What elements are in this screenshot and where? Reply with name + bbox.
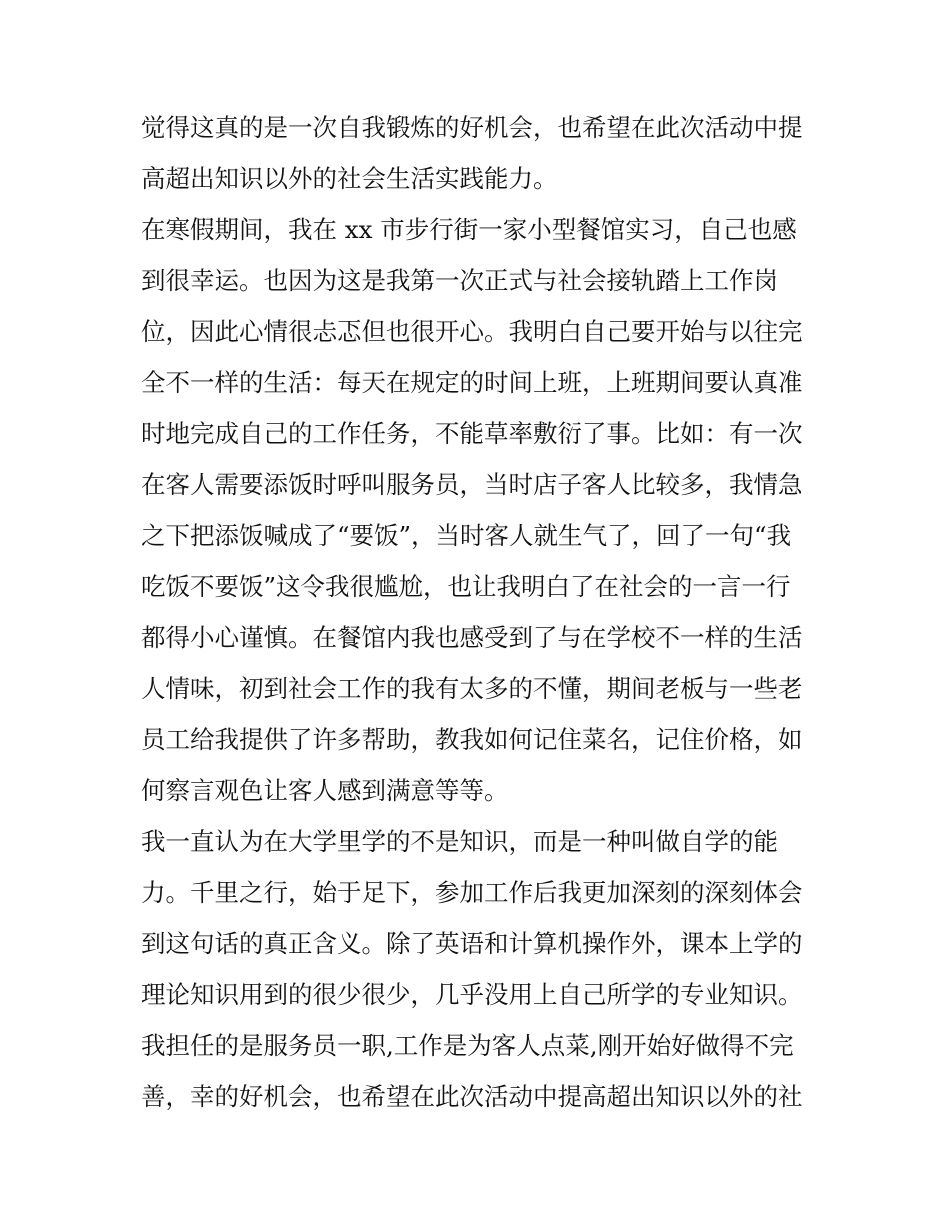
text-line: 都得小心谨慎。在餐馆内我也感受到了与在学校不一样的生活 <box>141 623 803 652</box>
text-line: 我担任的是服务员一职,工作是为客人点菜,刚开始好做得不完 <box>141 1031 794 1060</box>
text-line: 时地完成自己的工作任务，不能草率敷衍了事。比如：有一次 <box>141 419 803 448</box>
text-line: 在寒假期间，我在 xx 市步行街一家小型餐馆实习，自己也感 <box>141 215 797 244</box>
text-line: 我一直认为在大学里学的不是知识，而是一种叫做自学的能 <box>141 827 778 856</box>
text-line: 觉得这真的是一次自我锻炼的好机会，也希望在此次活动中提 <box>141 113 803 142</box>
text-line: 善，幸的好机会，也希望在此次活动中提高超出知识以外的社 <box>141 1082 803 1111</box>
text-line: 之下把添饭喊成了“要饭”，当时客人就生气了，回了一句“我 <box>141 521 792 550</box>
text-line: 位，因此心情很忐忑但也很开心。我明白自己要开始与以往完 <box>141 317 803 346</box>
text-line: 全不一样的生活：每天在规定的时间上班，上班期间要认真准 <box>141 368 803 397</box>
text-line: 理论知识用到的很少很少，几乎没用上自己所学的专业知识。 <box>141 980 803 1009</box>
text-line: 力。千里之行，始于足下，参加工作后我更加深刻的深刻体会 <box>141 878 803 907</box>
text-line: 到很幸运。也因为这是我第一次正式与社会接轨踏上工作岗 <box>141 266 778 295</box>
text-line: 到这句话的真正含义。除了英语和计算机操作外，课本上学的 <box>141 929 803 958</box>
text-line: 在客人需要添饭时呼叫服务员，当时店子客人比较多，我情急 <box>141 470 803 499</box>
text-line: 高超出知识以外的社会生活实践能力。 <box>141 164 558 193</box>
text-line: 员工给我提供了许多帮助，教我如何记住菜名，记住价格，如 <box>141 725 803 754</box>
text-line: 何察言观色让客人感到满意等等。 <box>141 776 509 805</box>
text-line: 吃饭不要饭”这令我很尴尬，也让我明白了在社会的一言一行 <box>141 572 791 601</box>
text-line: 人情味，初到社会工作的我有太多的不懂，期间老板与一些老 <box>141 674 803 703</box>
